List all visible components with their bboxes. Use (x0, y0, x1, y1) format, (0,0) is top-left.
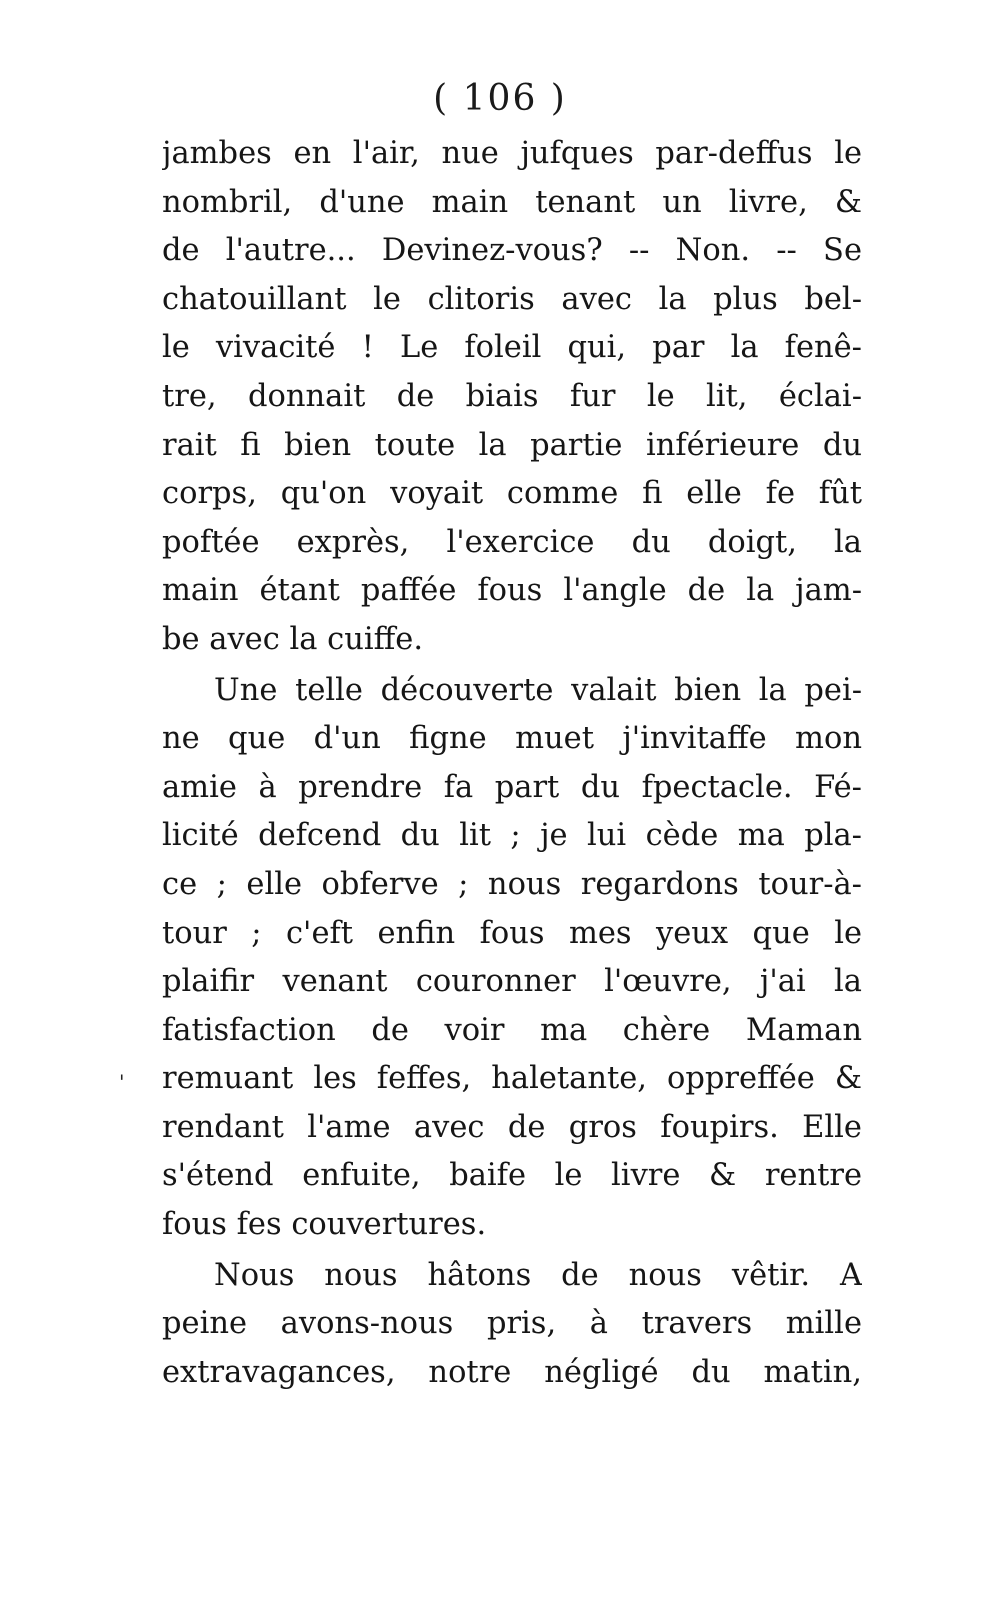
text-line: peine avons-nous pris, à travers mille (162, 1306, 862, 1342)
text-line: s'étend enfuite, baife le livre & rentre (162, 1158, 862, 1194)
text-line: main étant paffée fous l'angle de la jam- (162, 573, 862, 609)
text-line: be avec la cuiffe. (162, 621, 424, 657)
text-line: fatisfaction de voir ma chère Maman (162, 1012, 862, 1048)
paragraph-1 (162, 130, 862, 665)
text-line: extravagances, notre négligé du matin, (162, 1354, 862, 1390)
text-line: Une telle découverte valait bien la pei- (214, 672, 862, 708)
text-line: nombril, d'une main tenant un livre, & (162, 184, 862, 220)
text-line: licité defcend du lit ; je lui cède ma pla- (162, 818, 862, 854)
page-number: ( 106 ) (433, 78, 567, 119)
paragraph-3 (162, 1252, 862, 1398)
text-line: ne que d'un figne muet j'invitaffe mon (162, 721, 862, 757)
text-line: Nous nous hâtons de nous vêtir. A (214, 1257, 862, 1293)
text-line: corps, qu'on voyait comme fi elle fe fût (162, 476, 862, 512)
text-line: rait fi bien toute la partie inférieure du (162, 427, 862, 463)
text-line: remuant les feffes, haletante, oppreffée & (162, 1061, 862, 1097)
body-text (162, 130, 862, 1397)
text-line: fous fes couvertures. (162, 1207, 487, 1243)
text-line: tour ; c'eft enfin fous mes yeux que le (162, 915, 862, 951)
text-line: ce ; elle obferve ; nous regardons tour-à- (162, 866, 862, 902)
text-line: jambes en l'air, nue jufques par-deffus le (162, 136, 862, 171)
text-line: le vivacité ! Le foleil qui, par la fenê- (162, 330, 862, 366)
stray-ink-mark: ' (119, 1070, 125, 1094)
paragraph-2 (162, 667, 862, 1250)
text-line: poftée exprès, l'exercice du doigt, la (162, 524, 862, 560)
text-line: chatouillant le clitoris avec la plus bel- (162, 281, 862, 317)
text-line: plaifir venant couronner l'œuvre, j'ai la (162, 964, 862, 1000)
text-line: amie à prendre fa part du fpectacle. Fé- (162, 769, 862, 805)
text-line: de l'autre... Devinez-vous? -- Non. -- Se (162, 233, 862, 269)
text-line: rendant l'ame avec de gros foupirs. Elle (162, 1109, 862, 1145)
text-line: tre, donnait de biais fur le lit, éclai- (162, 378, 862, 414)
